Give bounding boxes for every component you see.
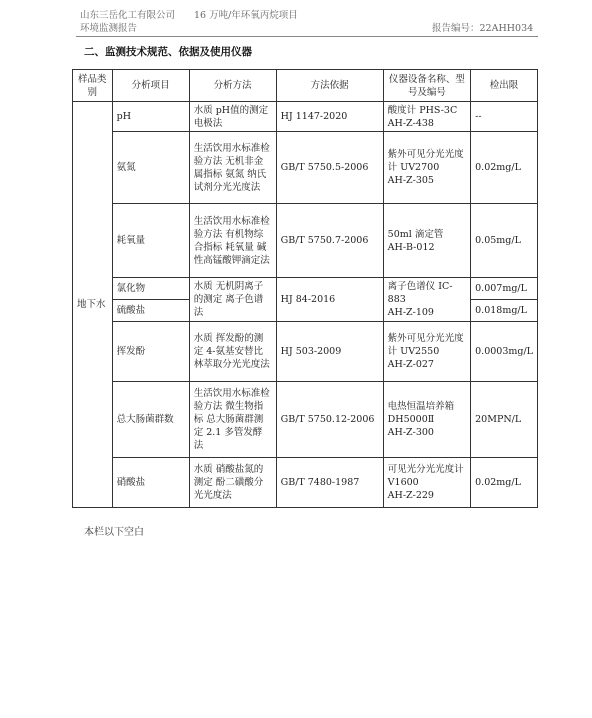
table-row <box>73 322 538 382</box>
cell-instrument: 离子色谱仪 IC-883 AH-Z-109 <box>383 278 470 322</box>
cell-limit: 0.007mg/L <box>471 278 538 300</box>
header-item: 分析项目 <box>112 70 189 102</box>
cell-limit: 0.0003mg/L <box>471 322 538 382</box>
cell-method: 生活饮用水标准检验方法 有机物综合指标 耗氧量 碱性高锰酸钾滴定法 <box>189 204 276 278</box>
table-row <box>73 204 538 278</box>
cell-instrument: 紫外可见分光光度计 UV2700 AH-Z-305 <box>383 132 470 204</box>
cell-method: 生活饮用水标准检验方法 微生物指标 总大肠菌群测定 2.1 多管发酵法 <box>189 382 276 458</box>
cell-basis: GB/T 7480-1987 <box>276 458 383 508</box>
table-row <box>73 132 538 204</box>
cell-limit: 0.018mg/L <box>471 300 538 322</box>
section-title: 二、监测技术规范、依据及使用仪器 <box>84 46 252 58</box>
cell-basis: HJ 84-2016 <box>276 278 383 322</box>
cell-limit: 0.02mg/L <box>471 132 538 204</box>
cell-limit: 0.05mg/L <box>471 204 538 278</box>
cell-method: 水质 无机阴离子的测定 离子色谱法 <box>189 278 276 322</box>
table-row <box>73 458 538 508</box>
header-method: 分析方法 <box>189 70 276 102</box>
cell-basis: HJ 1147-2020 <box>276 102 383 132</box>
header-company-project: 山东三岳化工有限公司 16 万吨/年环氧丙烷项目 <box>80 10 298 21</box>
header-category: 样品类别 <box>73 70 113 102</box>
header-instrument: 仪器设备名称、型号及编号 <box>383 70 470 102</box>
cell-method: 生活饮用水标准检验方法 无机非金属指标 氨氮 纳氏试剂分光光度法 <box>189 132 276 204</box>
cell-basis: HJ 503-2009 <box>276 322 383 382</box>
cell-instrument: 50ml 滴定管 AH-B-012 <box>383 204 470 278</box>
cell-item: 耗氧量 <box>112 204 189 278</box>
cell-item: 氯化物 <box>112 278 189 300</box>
cell-instrument: 酸度计 PHS-3C AH-Z-438 <box>383 102 470 132</box>
cell-limit: 20MPN/L <box>471 382 538 458</box>
cell-instrument: 紫外可见分光光度计 UV2550 AH-Z-027 <box>383 322 470 382</box>
table-row <box>73 278 538 300</box>
cell-limit: 0.02mg/L <box>471 458 538 508</box>
cell-item: 总大肠菌群数 <box>112 382 189 458</box>
cell-basis: GB/T 5750.7-2006 <box>276 204 383 278</box>
cell-item: 挥发酚 <box>112 322 189 382</box>
table-row <box>73 382 538 458</box>
cell-limit: -- <box>471 102 538 132</box>
header-report-number: 报告编号：22AHH034 <box>432 23 534 34</box>
header-report-type: 环境监测报告 <box>80 23 138 34</box>
cell-instrument: 可见光分光光度计 V1600 AH-Z-229 <box>383 458 470 508</box>
cell-method: 水质 pH值的测定 电极法 <box>189 102 276 132</box>
cell-basis: GB/T 5750.5-2006 <box>276 132 383 204</box>
cell-category: 地下水 <box>73 102 113 508</box>
cell-item: 氨氮 <box>112 132 189 204</box>
header-divider <box>76 36 538 37</box>
cell-item: 硝酸盐 <box>112 458 189 508</box>
cell-item: pH <box>112 102 189 132</box>
header-basis: 方法依据 <box>276 70 383 102</box>
cell-method: 水质 硝酸盐氮的测定 酚二磺酸分光光度法 <box>189 458 276 508</box>
cell-basis: GB/T 5750.12-2006 <box>276 382 383 458</box>
cell-item: 硫酸盐 <box>112 300 189 322</box>
end-of-table-note: 本栏以下空白 <box>84 527 144 538</box>
cell-instrument: 电热恒温培养箱 DH5000Ⅱ AH-Z-300 <box>383 382 470 458</box>
monitoring-methods-table <box>72 69 538 508</box>
table-row <box>73 102 538 132</box>
table-header-row <box>73 70 538 102</box>
cell-method: 水质 挥发酚的测定 4-氨基安替比林萃取分光光度法 <box>189 322 276 382</box>
header-limit: 检出限 <box>471 70 538 102</box>
